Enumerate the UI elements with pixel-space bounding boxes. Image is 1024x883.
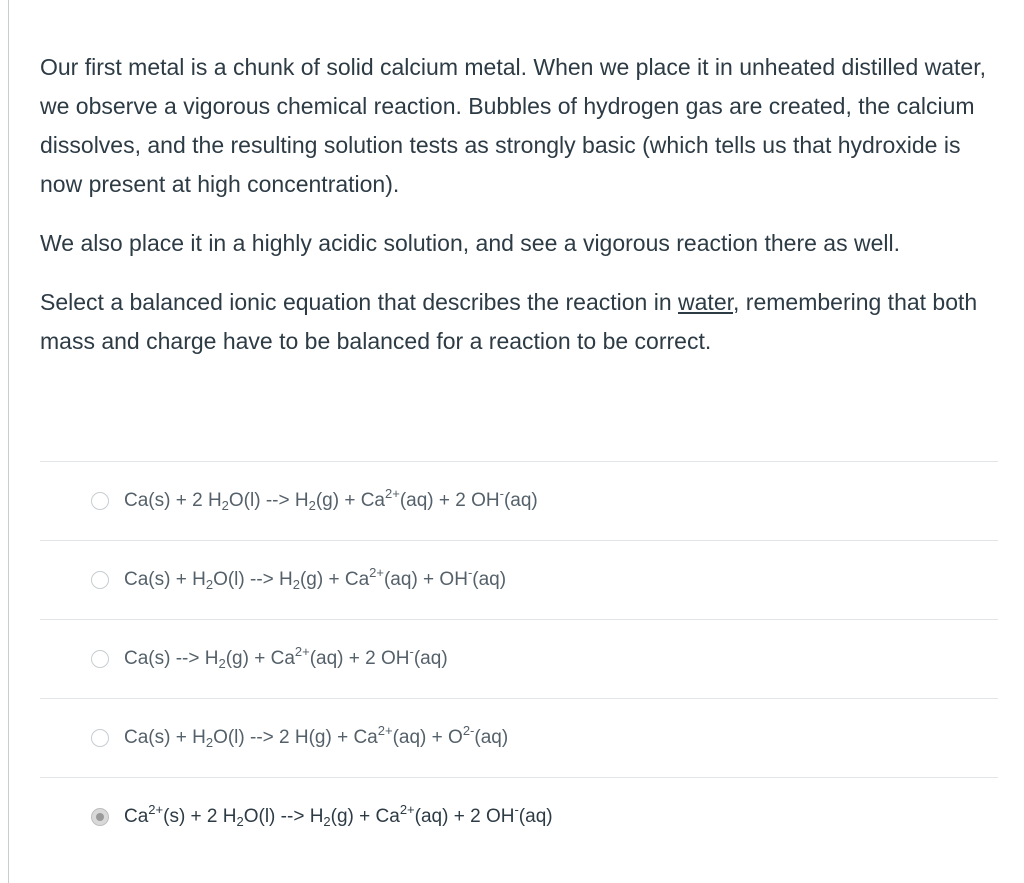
equation-fragment: 2+ [294, 644, 310, 659]
equation-fragment: 2 [205, 735, 214, 750]
equation-fragment: (g) + Ca [225, 648, 295, 669]
equation-fragment: (g) + Ca [315, 490, 385, 511]
equation-fragment: - [514, 802, 519, 817]
equation-fragment: 2+ [399, 802, 415, 817]
equation-fragment: (aq) + O [392, 727, 463, 748]
equation-fragment: Ca(s) + H [124, 727, 206, 748]
equation-fragment: - [467, 565, 473, 580]
equation-fragment: - [409, 644, 414, 659]
equation-fragment: 2 [221, 498, 229, 513]
equation-fragment: (aq) + 2 OH [309, 648, 410, 669]
question-paragraph-2: We also place it in a highly acidic solution, and see a vigorous reaction there as well. [40, 230, 900, 256]
answer-label-1 [124, 486, 538, 513]
question-paragraph-1: Our first metal is a chunk of solid calcium metal. When we place it in unheated distilled water, we observe a vigorous chemical reaction. Bubbles of hydrogen gas are created, the calcium dissolves, and the resulting solution tests as strongly basic (which tells us that hydroxide is now present at high concentration). [40, 54, 986, 197]
question-paragraph-3-start: Select a balanced ionic equation that describes the reaction in [40, 289, 679, 315]
question-text [40, 48, 1000, 381]
answer-option-2[interactable] [40, 540, 998, 619]
equation-fragment: Ca(s) + 2 H [124, 490, 222, 511]
equation-fragment: (s) + 2 H [163, 806, 237, 827]
equation-fragment: Ca(s) + H [124, 569, 206, 590]
radio-button-1[interactable] [91, 492, 109, 510]
answer-list [40, 461, 998, 856]
equation-fragment: - [499, 486, 504, 501]
equation-fragment: 2 [218, 656, 226, 671]
answer-label-4 [124, 723, 509, 750]
equation-fragment: (aq) [413, 648, 448, 669]
equation-fragment: (aq) [503, 490, 538, 511]
question-paragraph-3-end: , remembering that both mass and charge have to be balanced for a reaction to be correct. [40, 289, 978, 354]
answer-option-5[interactable] [40, 777, 998, 856]
equation-fragment: 2+ [369, 565, 384, 580]
equation-fragment: 2+ [377, 723, 393, 738]
water-emphasis: water [678, 289, 734, 315]
equation-fragment: 2+ [148, 802, 164, 817]
equation-fragment: (aq) [472, 569, 507, 590]
radio-button-3[interactable] [91, 650, 109, 668]
equation-fragment: O(l) --> H [213, 569, 293, 590]
question-paragraph-3 [40, 283, 1000, 361]
equation-fragment: (g) + Ca [330, 806, 400, 827]
equation-fragment: 2 [308, 498, 316, 513]
equation-fragment: 2 [236, 814, 244, 829]
answer-option-4[interactable] [40, 698, 998, 777]
equation-fragment: (aq) [518, 806, 553, 827]
equation-fragment: 2 [323, 814, 331, 829]
equation-fragment: (aq) + 2 OH [399, 490, 500, 511]
equation-fragment: O(l) --> 2 H(g) + Ca [213, 727, 378, 748]
radio-button-4[interactable] [91, 729, 109, 747]
answer-label-5 [124, 802, 553, 829]
answer-label-3 [124, 644, 448, 671]
equation-fragment: (g) + Ca [299, 569, 370, 590]
equation-fragment: O(l) --> H [228, 490, 309, 511]
radio-button-5[interactable] [91, 808, 109, 826]
equation-fragment: 2 [205, 577, 214, 592]
answer-option-1[interactable] [40, 461, 998, 540]
radio-button-2[interactable] [91, 571, 109, 589]
equation-fragment: Ca(s) --> H [124, 648, 219, 669]
equation-fragment: 2- [462, 723, 475, 738]
answer-option-3[interactable] [40, 619, 998, 698]
answer-label-2 [124, 565, 507, 592]
equation-fragment: (aq) + 2 OH [414, 806, 515, 827]
equation-fragment: (aq) + OH [383, 569, 468, 590]
equation-fragment: Ca [124, 806, 149, 827]
equation-fragment: 2 [292, 577, 300, 592]
equation-fragment: (aq) [474, 727, 509, 748]
equation-fragment: O(l) --> H [243, 806, 324, 827]
equation-fragment: 2+ [385, 486, 400, 501]
